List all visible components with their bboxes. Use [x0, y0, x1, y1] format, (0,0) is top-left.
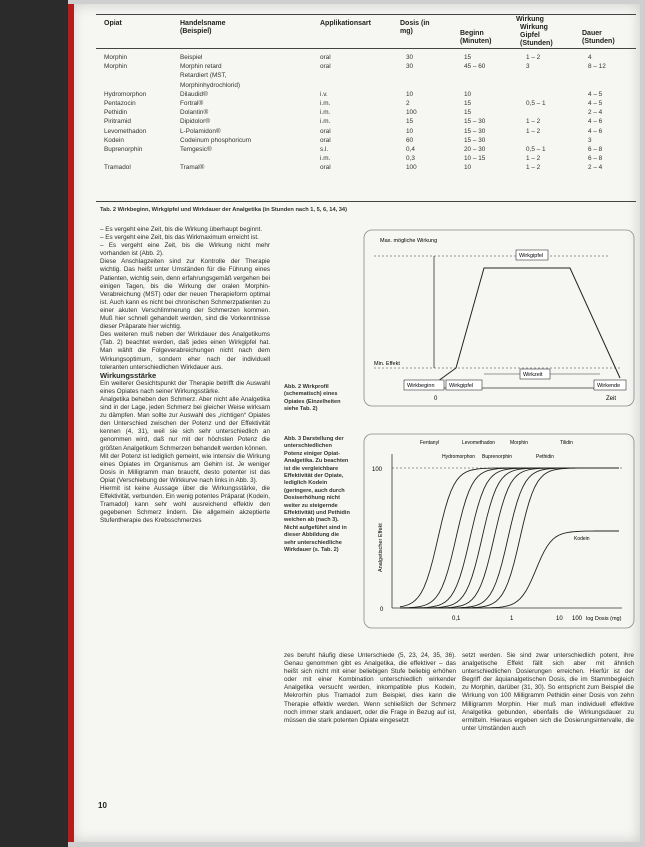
paragraph: Hiermit ist keine Aussage über die Wirkungsstärke, die Effektivität, verbunden. Ein wenig potentes Präparat (Kodein, Tramadol) kann sehr wohl ausreichend effektiv den gegebenen Schmerz lindern. Die allgemein akzeptierte Stufentherapie des Krebsschmerzes	[100, 485, 270, 525]
table-cell: 4 – 6	[588, 118, 603, 126]
curve-label: Morphin	[510, 440, 529, 446]
figure-2-onset-label: Wirkbeginn	[407, 383, 435, 389]
table-cell: 3	[526, 63, 530, 71]
table-cell: i.v.	[320, 90, 328, 98]
table-cell: 2 – 4	[588, 164, 603, 172]
table-cell: 1 – 2	[526, 155, 541, 163]
table-cell: 60	[406, 136, 414, 144]
table-cell: 10	[406, 90, 414, 98]
table-cell: 1 – 2	[526, 118, 541, 126]
paragraph: Diese Anschlagzeiten sind zur Kontrolle der Therapie wichtig. Das heißt unter Umständen für die Führung eines Patienten, wichtig sein, denn erfahrungsgemäß vergehen bei einigen Tagen, bis die Wirkung der oralen Morphin-Verabreichung (MST) oder der neuen Therapieform optimal ist. Auch kann es nicht bei chronischen Schmerzpatienten zu einer akuten Verschlimmerung der Schmerzen kommen. Muß hier schnell gehandelt werden, sind die Vorkenntnisse dieser Präparate hier wichtig.	[100, 258, 270, 331]
table-cell: Kodein	[104, 136, 124, 144]
table-cell: 15	[464, 100, 472, 107]
figure-3-chart	[360, 432, 638, 632]
table-cell: 1 – 2	[526, 127, 541, 135]
table-caption: Tab. 2 Wirkbeginn, Wirkgipfel und Wirkdauer der Analgetika (in Stunden nach 1, 5, 6, 14, 34)	[100, 207, 347, 213]
figure-2-peak-marker: Wirkgipfel	[449, 383, 474, 389]
table-cell: 15	[464, 109, 472, 117]
table-cell: s.l.	[320, 146, 329, 153]
table-cell: Retardiert (MST,	[180, 72, 227, 80]
table-header-gipfel: Wirkung Gipfel (Stunden)	[520, 24, 553, 47]
table-cell: 2 – 4	[588, 109, 603, 117]
table-cell: Hydromorphon	[104, 90, 147, 98]
figure-3-curves	[400, 440, 619, 608]
table-cell: Pentazocin	[104, 100, 136, 107]
table-cell: oral	[320, 164, 331, 172]
table-cell: oral	[320, 136, 331, 144]
figure-3-y-top: 100	[372, 467, 383, 473]
table-cell: Buprenorphin	[104, 146, 143, 153]
table-cell: 10	[464, 164, 472, 172]
table-cell: 15 – 30	[464, 136, 486, 144]
figure-3-x-tick: 1	[510, 616, 514, 622]
figure-3-y-zero: 0	[380, 607, 384, 613]
table-cell: 10	[406, 127, 414, 135]
table-cell: Fortral®	[180, 100, 204, 107]
table-cell: Dipidolor®	[180, 118, 210, 126]
paragraph: Des weiteren muß neben der Wirkdauer des Analgetikums (Tab. 2) beachtet werden, daß jedes einen Wirkgipfel hat. Man wählt die Folgeverabreichungen nicht nach dem Wirkungsoptimum, sondern eher nach der individuell toleranten unterschiedlichen Wirkdauer aus.	[100, 331, 270, 371]
middle-text-column	[284, 652, 456, 792]
table-cell: Tramal®	[180, 164, 205, 172]
table-cell: 30	[406, 63, 414, 71]
table-cell: 6 – 8	[588, 146, 603, 153]
figure-2-chart	[360, 228, 638, 410]
table-header-beginn: Beginn (Minuten)	[460, 30, 492, 45]
table-cell: Morphinhydrochlorid)	[180, 81, 241, 89]
table-header-handelsname: Handelsname (Beispiel)	[180, 20, 226, 35]
curve-label: Buprenorphin	[482, 454, 513, 460]
table-header-group-wirkung: Wirkung	[516, 16, 544, 23]
table-header-rule	[96, 48, 636, 49]
table-cell: Morphin	[104, 63, 128, 71]
table-cell: 0,5 – 1	[526, 146, 546, 153]
table-cell: Tramadol	[104, 164, 131, 172]
curve-label: Tilidin	[560, 440, 573, 446]
table-cell: 6 – 8	[588, 155, 603, 163]
table-cell: 15 – 30	[464, 127, 486, 135]
table-cell: 1 – 2	[526, 164, 541, 172]
table-cell: 30	[406, 54, 414, 61]
bullet-2: – Es vergeht eine Zeit, bis das Wirkmaximum erreicht ist.	[100, 234, 259, 242]
left-text-column	[100, 226, 270, 796]
figure-2-peak-label: Wirkgipfel	[519, 253, 544, 259]
figure-2-duration-label: Wirkzeit	[523, 372, 543, 378]
table-cell: 100	[406, 109, 417, 117]
table-cell: 4	[588, 54, 592, 61]
table-cell: 3	[588, 136, 592, 144]
table-cell: Temgesic®	[180, 146, 212, 153]
figure-2-caption: Abb. 2 Wirkprofil (schematisch) eines Opiates (Einzelheiten siehe Tab. 2)	[284, 384, 341, 413]
bullet-3: – Es vergeht eine Zeit, bis die Wirkung nicht mehr vorhanden ist (Abb. 2).	[100, 242, 270, 258]
table-cell: 15 – 30	[464, 118, 486, 126]
table-cell: 45 – 60	[464, 63, 486, 71]
paragraph: Ein weiterer Gesichtspunkt der Therapie betrifft die Auswahl eines Opiates nach seiner Wirkungsstärke.	[100, 379, 270, 395]
figure-2-effect-curve	[434, 268, 620, 384]
paragraph: setzt werden. Sie sind zwar unterschiedlich potent, ihre analgetische Effekt fällt sich aber mit ähnlich unterschiedlichen Dosierungen erreichen. Hierfür ist der Begriff der äquianalgetischen Dosis, die im Stammbegleich zu Morphin, darüber (31, 30). So entspricht zum Beispiel die Wirkung von 100 Milligramm Pethidin einer Dosis von zehn Milligramm Morphin. Hier muß man individuell effektive Analgetika gebunden, ebenfalls die Wirkungsdauer zu ermitteln. Hieraus ergeben sich die Dosierungsintervalle, die unter Umständen auch	[462, 652, 634, 732]
scan-background	[0, 0, 68, 847]
table-cell: oral	[320, 54, 331, 61]
table-cell: i.m.	[320, 118, 331, 126]
dose-response-curve	[400, 531, 619, 608]
section-heading: Wirkungsstärke	[100, 370, 157, 380]
table-cell: Pethidin	[104, 109, 128, 117]
table-cell: Levomethadon	[104, 127, 147, 135]
table-cell: oral	[320, 63, 331, 71]
paragraph: Analgetika beheben den Schmerz. Aber nicht alle Analgetika sind in der Lage, jeden Schmerz bei gleicher Weise wirksam zu dämpfen. Man sollte zur Auswahl des „richtigen“ Opiates den Unterschied zwischen der Potenz und der Effektivität kennen (4, 31), weil sie sich sehr unterschiedlich an genommen wird, daß nur mit der höchsten Potenz die größten Analgetikum Schmerzen behandelt werden können.	[100, 395, 270, 452]
table-cell: Morphin	[104, 54, 128, 61]
table-cell: 4 – 5	[588, 90, 603, 98]
figure-3-caption: Abb. 3 Darstellung der unterschiedlichen Potenz einiger Opiat-Analgetika. Zu beachten ist die vergleichbare Effektivität der Opiate, lediglich Kodein (geringere, auch durch Dosiserhöhung nicht weiter zu steigernde Effektivität) und Pethidin weichen ab (nach 3). Nicht aufgeführt sind in dieser Abbildung die sehr unterschiedliche Wirkdauer (s. Tab. 2)	[284, 436, 350, 554]
table-cell: L-Polamidon®	[180, 127, 221, 135]
table-cell: 0,3	[406, 155, 415, 163]
table-bottom-rule	[96, 201, 636, 202]
table-cell: 0,4	[406, 146, 415, 153]
figure-2-end-label: Wirkende	[597, 383, 621, 389]
curve-label: Pethidin	[536, 454, 555, 460]
figure-2-min-label: Min. Effekt	[374, 361, 400, 367]
page-edge-accent	[68, 4, 74, 842]
bullet-1: – Es vergeht eine Zeit, bis die Wirkung überhaupt beginnt.	[100, 226, 263, 233]
figure-2-y-label: Max. mögliche Wirkung	[380, 238, 438, 244]
table-cell: oral	[320, 127, 331, 135]
figure-2-tick-zero: 0	[434, 396, 438, 402]
table-header-dosis: Dosis (in mg)	[400, 20, 430, 35]
curve-label: Kodein	[574, 536, 590, 542]
table-cell: 1 – 2	[526, 54, 541, 61]
table-cell: 4 – 5	[588, 100, 603, 107]
table-cell: 100	[406, 164, 417, 172]
table-cell: i.m.	[320, 155, 331, 163]
table-cell: Piritramid	[104, 118, 131, 126]
figure-3-x-label: log Dosis (mg)	[586, 616, 622, 622]
table-cell: 0,5 – 1	[526, 100, 546, 107]
table-cell: 2	[406, 100, 410, 107]
curve-label: Levomethadon	[462, 440, 496, 446]
table-header-applikation: Applikationsart	[320, 20, 371, 27]
table-header-opiat: Opiat	[104, 20, 122, 27]
table-cell: Morphin retard	[180, 63, 222, 71]
curve-label: Hydromorphon	[442, 454, 476, 460]
paragraph: zes beruht häufig diese Unterschiede (5, 23, 24, 35, 36). Genau genommen gibt es Analgetika, die effektiver – das heißt sich nicht mit einer beliebigen Stufe beliebig erhöhen oder mit einer Kombination unterschiedlich wirkender Analgetika versucht werden, inkompatible plus Kodein, Mekrorhin plus Tramadol zum Beispiel, dies kann die Therapie effektiv werden. Wenn schließlich der Schmerz noch immer stark andauert, oder die Frage in Bezug auf ist, müssen die stark potenten Opiate eingesetzt	[284, 652, 456, 724]
table-cell: Codeinum phosphoricum	[180, 136, 252, 144]
table-header-dauer: Dauer (Stunden)	[582, 30, 615, 45]
table-cell: 8 – 12	[588, 63, 606, 71]
table-cell: Dolantin®	[180, 109, 209, 117]
right-text-column	[462, 652, 634, 792]
table-cell: 15	[464, 54, 472, 61]
table-top-rule	[96, 14, 636, 15]
table-cell: i.m.	[320, 100, 331, 107]
table-cell: 10	[464, 90, 472, 98]
figure-3-x-tick: 0,1	[452, 616, 461, 622]
table-cell: Beispiel	[180, 54, 203, 61]
figure-2-frame	[364, 230, 634, 406]
table-cell: Dilaudid®	[180, 90, 208, 98]
table-cell: 20 – 30	[464, 146, 486, 153]
page-number: 10	[98, 801, 107, 810]
table-cell: 4 – 6	[588, 127, 603, 135]
figure-3-x-tick: 100	[572, 616, 583, 622]
table-cell: 10 – 15	[464, 155, 486, 163]
table-cell: 15	[406, 118, 414, 126]
figure-2-x-label: Zeit	[606, 396, 617, 402]
figure-3-x-tick: 10	[556, 616, 563, 622]
paragraph: Mit der Potenz ist lediglich gemeint, wie intensiv die Wirkung eines Opiates im Organismus am Gehirn ist. Je weniger Dosis in Milligramm man braucht, desto potenter ist das Opiat (Verschiebung der Wirkkurve nach links in Abb. 3).	[100, 452, 270, 484]
table-cell: i.m.	[320, 109, 331, 117]
figure-3-y-label: Analgetischer Effekt	[378, 523, 384, 572]
curve-label: Fentanyl	[420, 440, 440, 446]
